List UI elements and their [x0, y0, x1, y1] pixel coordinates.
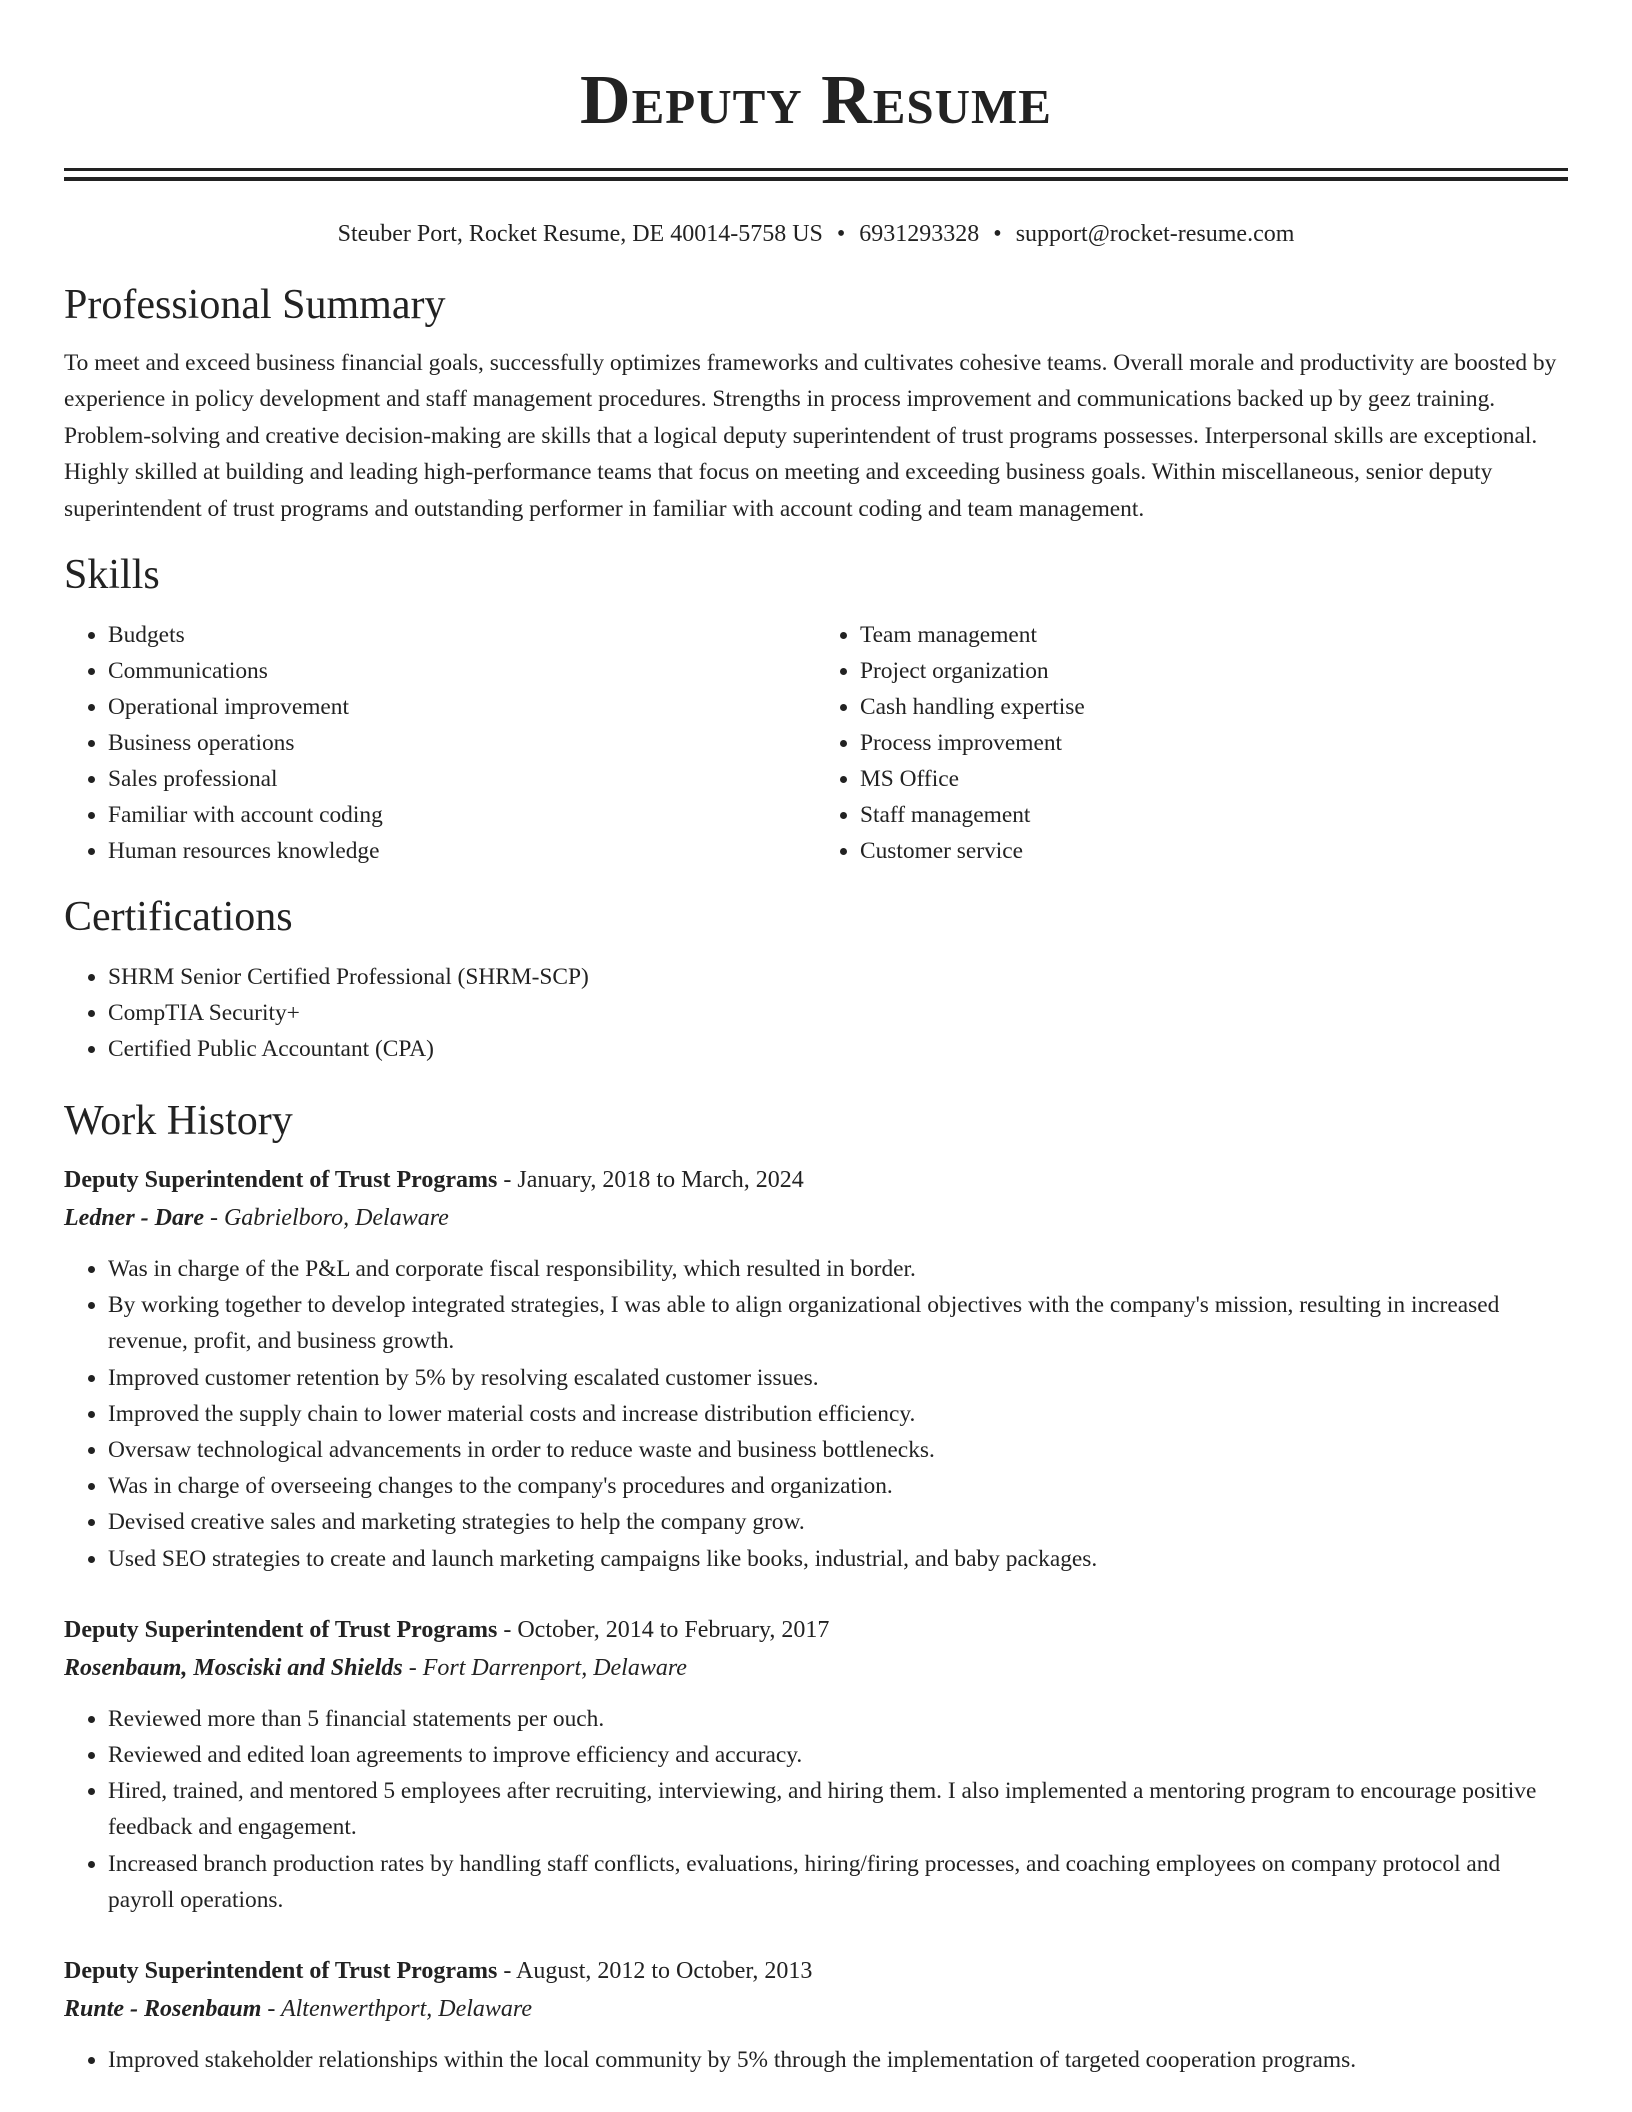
job-bullet: • Used SEO strategies to create and launch marketing campaigns like books, industrial, and baby packages.: [108, 1541, 1568, 1577]
skills-column-right: [816, 617, 1568, 869]
skill-item: • Business operations: [108, 725, 816, 761]
job-dates: - October, 2014 to February, 2017: [497, 1616, 830, 1643]
job-bullet: • Increased branch production rates by handling staff conflicts, evaluations, hiring/firing processes, and coaching employees on company protocol and payroll operations.: [108, 1846, 1568, 1918]
job-location: - Gabrielboro, Delaware: [203, 1205, 449, 1232]
job-bullet: • Improved the supply chain to lower material costs and increase distribution efficiency.: [108, 1396, 1568, 1432]
skill-item: • Process improvement: [860, 725, 1568, 761]
skill-item: • MS Office: [860, 761, 1568, 797]
skill-item: • Operational improvement: [108, 689, 816, 725]
job-company: Rosenbaum, Mosciski and Shields: [64, 1654, 403, 1681]
job-bullet: • Improved stakeholder relationships within the local community by 5% through the implementation of targeted cooperation programs.: [108, 2042, 1568, 2078]
job-bullets: [64, 1701, 1568, 1918]
job-role: Deputy Superintendent of Trust Programs: [64, 1616, 498, 1643]
job-bullet: • Oversaw technological advancements in order to reduce waste and business bottlenecks.: [108, 1432, 1568, 1468]
certifications-heading: Certifications: [64, 894, 293, 941]
job-bullet: • Improved customer retention by 5% by resolving escalated customer issues.: [108, 1360, 1568, 1396]
contact-separator: •: [836, 221, 846, 247]
skills-column-left: [64, 617, 816, 869]
job-location: - Fort Darrenport, Delaware: [402, 1654, 687, 1681]
skill-item: • Familiar with account coding: [108, 797, 816, 833]
job-bullet: • Hired, trained, and mentored 5 employees after recruiting, interviewing, and hiring them. I also implemented a mentoring program to encourage positive feedback and engagement.: [108, 1773, 1568, 1845]
certification-item: • SHRM Senior Certified Professional (SHRM-SCP): [108, 959, 1568, 995]
contact-phone: 6931293328: [859, 221, 980, 247]
job-company-line: [64, 1199, 1568, 1237]
contact-address: Steuber Port, Rocket Resume, DE 40014-5758 US: [337, 221, 823, 247]
job-location: - Altenwerthport, Delaware: [261, 1996, 533, 2023]
skill-item: • Customer service: [860, 833, 1568, 869]
job-bullet: • By working together to develop integrated strategies, I was able to align organizational objectives with the company's mission, resulting in increased revenue, profit, and business growth.: [108, 1287, 1568, 1359]
job-bullet: • Was in charge of overseeing changes to the company's procedures and organization.: [108, 1468, 1568, 1504]
resume-title: Deputy Resume: [580, 62, 1052, 139]
resume-page: [64, 0, 1568, 2078]
job-bullet: • Reviewed and edited loan agreements to improve efficiency and accuracy.: [108, 1737, 1568, 1773]
skill-item: • Sales professional: [108, 761, 816, 797]
contact-email: support@rocket-resume.com: [1015, 221, 1295, 247]
summary-text: To meet and exceed business financial goals, successfully optimizes frameworks and cultivates cohesive teams. Overall morale and productivity are boosted by experience in policy development and staff management procedures. Strengths in process improvement and communications backed up by geez training. Problem-solving and creative decision-making are skills that a logical deputy superintendent of trust programs possesses. Interpersonal skills are exceptional. Highly skilled at building and leading high-performance teams that focus on meeting and exceeding business goals. Within miscellaneous, senior deputy superintendent of trust programs and outstanding performer in familiar with account coding and team management.: [64, 350, 1557, 522]
job-title-line: [64, 1161, 1568, 1199]
job-company-line: [64, 1649, 1568, 1687]
job-dates: - January, 2018 to March, 2024: [497, 1167, 804, 1194]
skill-item: • Project organization: [860, 653, 1568, 689]
skill-item: • Human resources knowledge: [108, 833, 816, 869]
job-role: Deputy Superintendent of Trust Programs: [64, 1958, 498, 1985]
job-entry: [64, 1952, 1568, 2078]
job-dates: - August, 2012 to October, 2013: [497, 1958, 813, 1985]
skills-list: [64, 617, 1568, 869]
title-rule-top: [64, 168, 1568, 171]
job-bullet: • Was in charge of the P&L and corporate fiscal responsibility, which resulted in border.: [108, 1251, 1568, 1287]
contact-separator: •: [993, 221, 1002, 247]
certification-item: • CompTIA Security+: [108, 995, 1568, 1031]
certifications-list: [64, 959, 1568, 1067]
title-rule-bottom: [64, 177, 1568, 181]
skill-item: • Cash handling expertise: [860, 689, 1568, 725]
skill-item: • Team management: [860, 617, 1568, 653]
certification-item: • Certified Public Accountant (CPA): [108, 1031, 1568, 1067]
job-bullet: • Reviewed more than 5 financial statements per ouch.: [108, 1701, 1568, 1737]
skill-item: • Budgets: [108, 617, 816, 653]
job-bullet: • Devised creative sales and marketing strategies to help the company grow.: [108, 1504, 1568, 1540]
job-entry: [64, 1161, 1568, 1577]
contact-line: [64, 219, 1568, 249]
job-bullets: [64, 1251, 1568, 1577]
skill-item: • Staff management: [860, 797, 1568, 833]
job-company: Ledner - Dare: [64, 1205, 204, 1232]
work-history-heading: Work History: [64, 1098, 293, 1145]
job-role: Deputy Superintendent of Trust Programs: [64, 1167, 498, 1194]
job-bullets: [64, 2042, 1568, 2078]
job-title-line: [64, 1952, 1568, 1990]
job-entry: [64, 1611, 1568, 1918]
job-company-line: [64, 1990, 1568, 2028]
skill-item: • Communications: [108, 653, 816, 689]
summary-heading: Professional Summary: [64, 282, 446, 328]
job-title-line: [64, 1611, 1568, 1649]
skills-heading: Skills: [64, 552, 160, 599]
job-company: Runte - Rosenbaum: [64, 1996, 262, 2023]
